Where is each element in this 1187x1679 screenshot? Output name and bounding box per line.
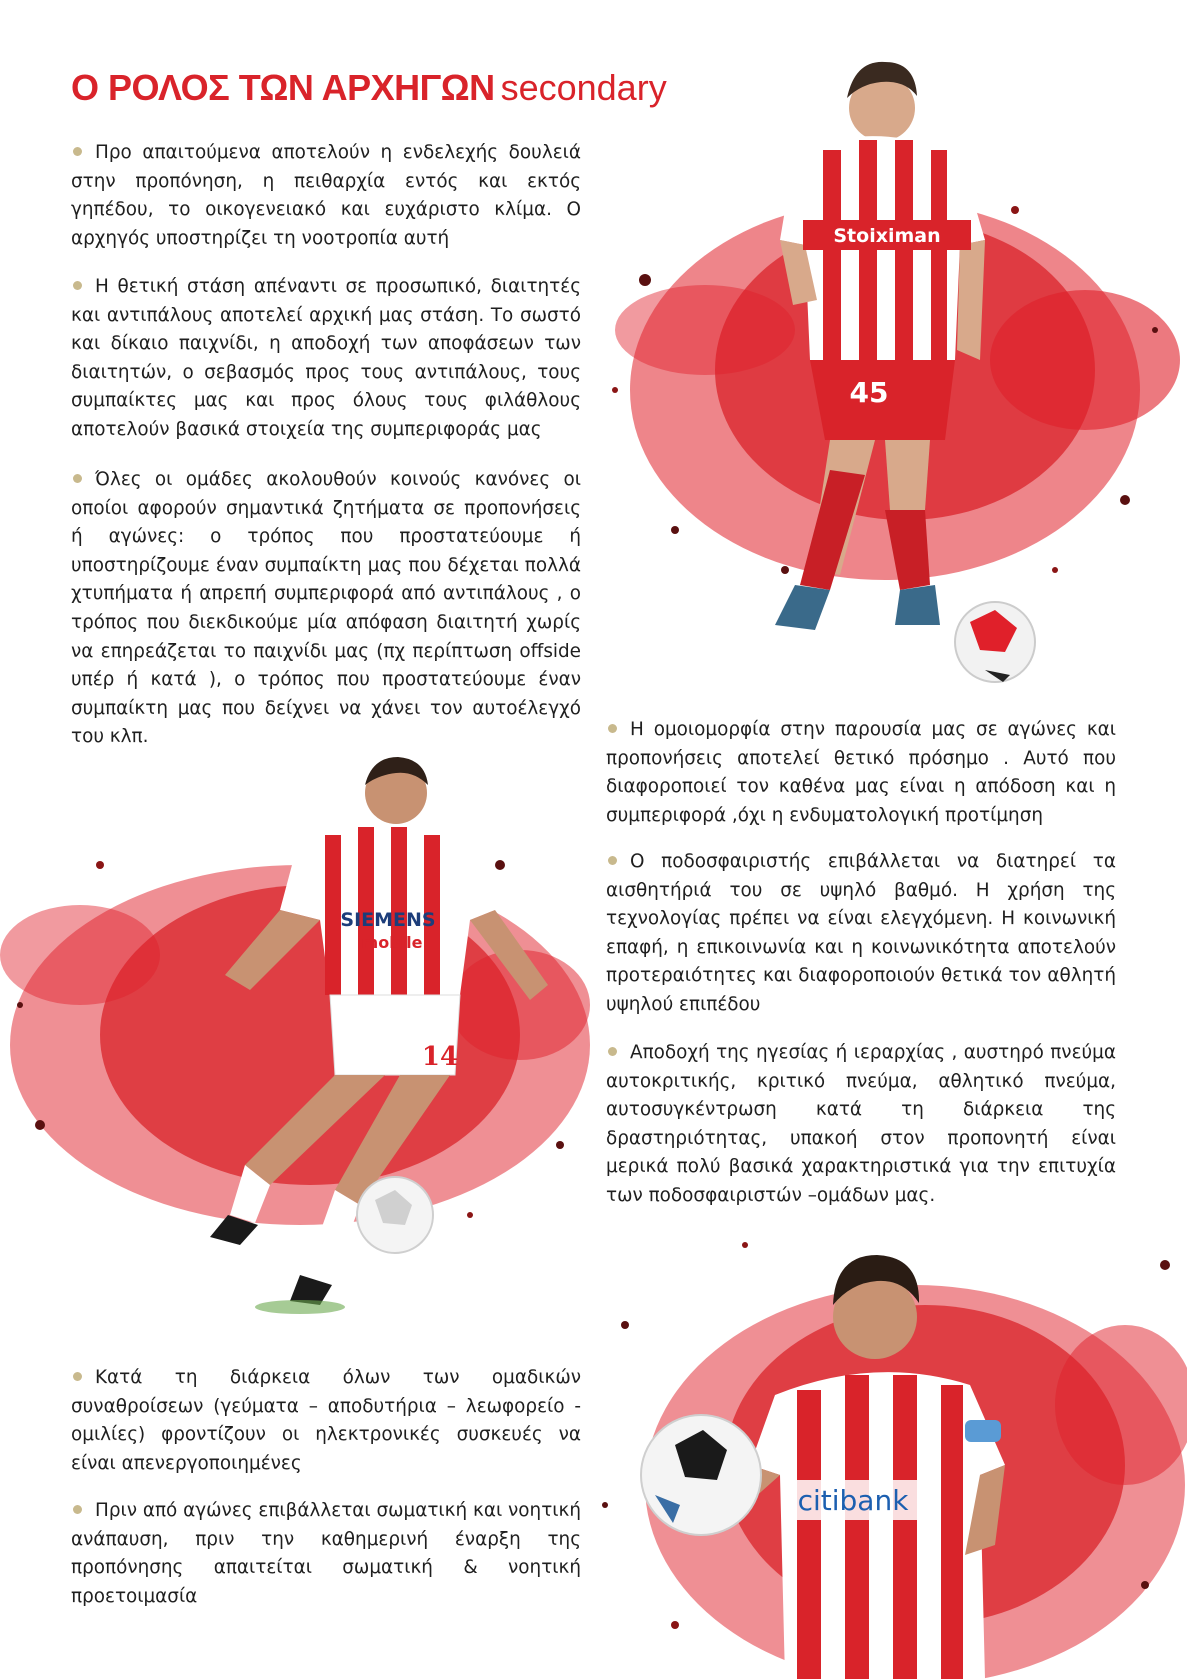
paragraph-common-rules: [71, 466, 581, 752]
paragraph-devices: [71, 1364, 581, 1478]
paragraph-rest: [71, 1497, 581, 1611]
paragraph-text: Προ απαιτούμενα αποτελούν η ενδελεχής δουλειά στην προπόνηση, η πειθαρχία εντός και εκτός γηπέδου, το οικογενειακό και ευχάριστο κλίμα. Ο αρχηγός υποστηρίζει τη νοοτροπία αυτή: [71, 142, 581, 249]
page-title: [71, 64, 667, 113]
bullet-icon: [608, 856, 617, 865]
svg-text:mobile: mobile: [361, 933, 423, 952]
bullet-icon: [73, 281, 82, 290]
bullet-icon: [73, 1372, 82, 1381]
paragraph-text: Η ομοιομορφία στην παρουσία μας σε αγώνες και προπονήσεις αποτελεί θετικό πρόσημο . Αυτό που διαφοροποιεί τον καθένα μας είναι η απόδοση και η συμπεριφορά ,όχι η ενδυματολογική προτίμηση: [606, 719, 1116, 826]
player-photo-middle-left: [0, 745, 600, 1345]
svg-text:45: 45: [849, 376, 889, 409]
bullet-icon: [608, 1047, 617, 1056]
player-photo-top-right: [585, 30, 1185, 690]
player-photo-bottom-right: [585, 1205, 1187, 1679]
svg-text:SIEMENS: SIEMENS: [340, 909, 436, 931]
football-icon: [641, 1415, 761, 1535]
paragraph-positive-attitude: [71, 273, 581, 445]
bullet-icon: [73, 474, 82, 483]
paragraph-text: Κατά τη διάρκεια όλων των ομαδικών συναθροίσεων (γεύματα – αποδυτήρια – λεωφορείο - ομιλίες) φροντίζουν οι ηλεκτρονικές συσκευές να είναι απενεργοποιημένες: [71, 1367, 581, 1474]
svg-text:14: 14: [421, 1042, 459, 1072]
paragraph-text: Ο ποδοσφαιριστής επιβάλλεται να διατηρεί τα αισθητήριά του σε υψηλό βαθμό. Η χρήση της τεχνολογίας πρέπει να είναι ελεγχόμενη. Η κοινωνική επαφή, η επικοινωνία και η κοινωνικότητα αποτελούν προτεραιότητες και διαφοροποιούν θετικά τον αθλητή υψηλού επιπέδου: [606, 851, 1116, 1015]
page-title-main: Ο ΡΟΛΟΣ ΤΩΝ ΑΡΧΗΓΩΝ: [71, 67, 495, 108]
paragraph-text: Όλες οι ομάδες ακολουθούν κοινούς κανόνες οι οποίοι αφορούν σημαντικά ζητήματα σε προπονήσεις ή αγώνες: ο τρόπος που προστατεύουμε ή υποστηρίζουμε έναν συμπαίκτη μας που δέχεται πολλά χτυπήματα ή απρεπή συμπεριφορά από αντιπάλους , ο τρόπος που διεκδικούμε μία απόφαση διαιτητή χωρίς να επηρεάζεται το παιχνίδι μας (πχ περίπτωση offside υπέρ ή κατά ), ο τρόπος που προστατεύουμε έναν συμπαίκτη μας που δείχνει να χάνει τον αυτοέλεγχό του κλπ.: [71, 469, 581, 748]
bullet-icon: [73, 1505, 82, 1514]
paragraph-text: Η θετική στάση απέναντι σε προσωπικό, διαιτητές και αντιπάλους αποτελεί αρχική μας στάση. Το σωστό και δίκαιο παιχνίδι, η αποδοχή των αποφάσεων των διαιτητών, ο σεβασμός προς τους αντιπάλους, τους συμπαίκτες μας και προς όλους τους φιλάθλους αποτελούν βασικά στοιχεία της συμπεριφοράς μας: [71, 276, 581, 440]
football-icon: [357, 1177, 433, 1253]
paragraph-text: Αποδοχή της ηγεσίας ή ιεραρχίας , αυστηρό πνεύμα αυτοκριτικής, κριτικό πνεύμα, αθλητικό πνεύμα, αυτοσυγκέντρωση κατά τη διάρκεια της δραστηριότητας, υπακοή στον προπονητή είναι μερικά πολύ βασικά χαρακτηριστικά για την επιτυχία των ποδοσφαιριστών –ομάδων μας.: [606, 1042, 1116, 1206]
bullet-icon: [608, 724, 617, 733]
paragraph-preconditions: [71, 139, 581, 253]
paragraph-text: Πριν από αγώνες επιβάλλεται σωματική και νοητική ανάπαυση, πριν την καθημερινή έναρξη της προπόνησης απαιτείται σωματική & νοητική προετοιμασία: [71, 1500, 581, 1607]
svg-text:Stoiximan: Stoiximan: [833, 225, 941, 247]
page-title-subtitle: secondary: [500, 67, 667, 108]
bullet-icon: [73, 147, 82, 156]
football-icon: [955, 602, 1035, 682]
svg-text:citibank: citibank: [797, 1484, 909, 1517]
paragraph-senses: [606, 848, 1116, 1020]
paragraph-uniformity: [606, 716, 1116, 830]
sponsor-text: [790, 1480, 920, 1520]
paragraph-leadership: [606, 1039, 1116, 1211]
